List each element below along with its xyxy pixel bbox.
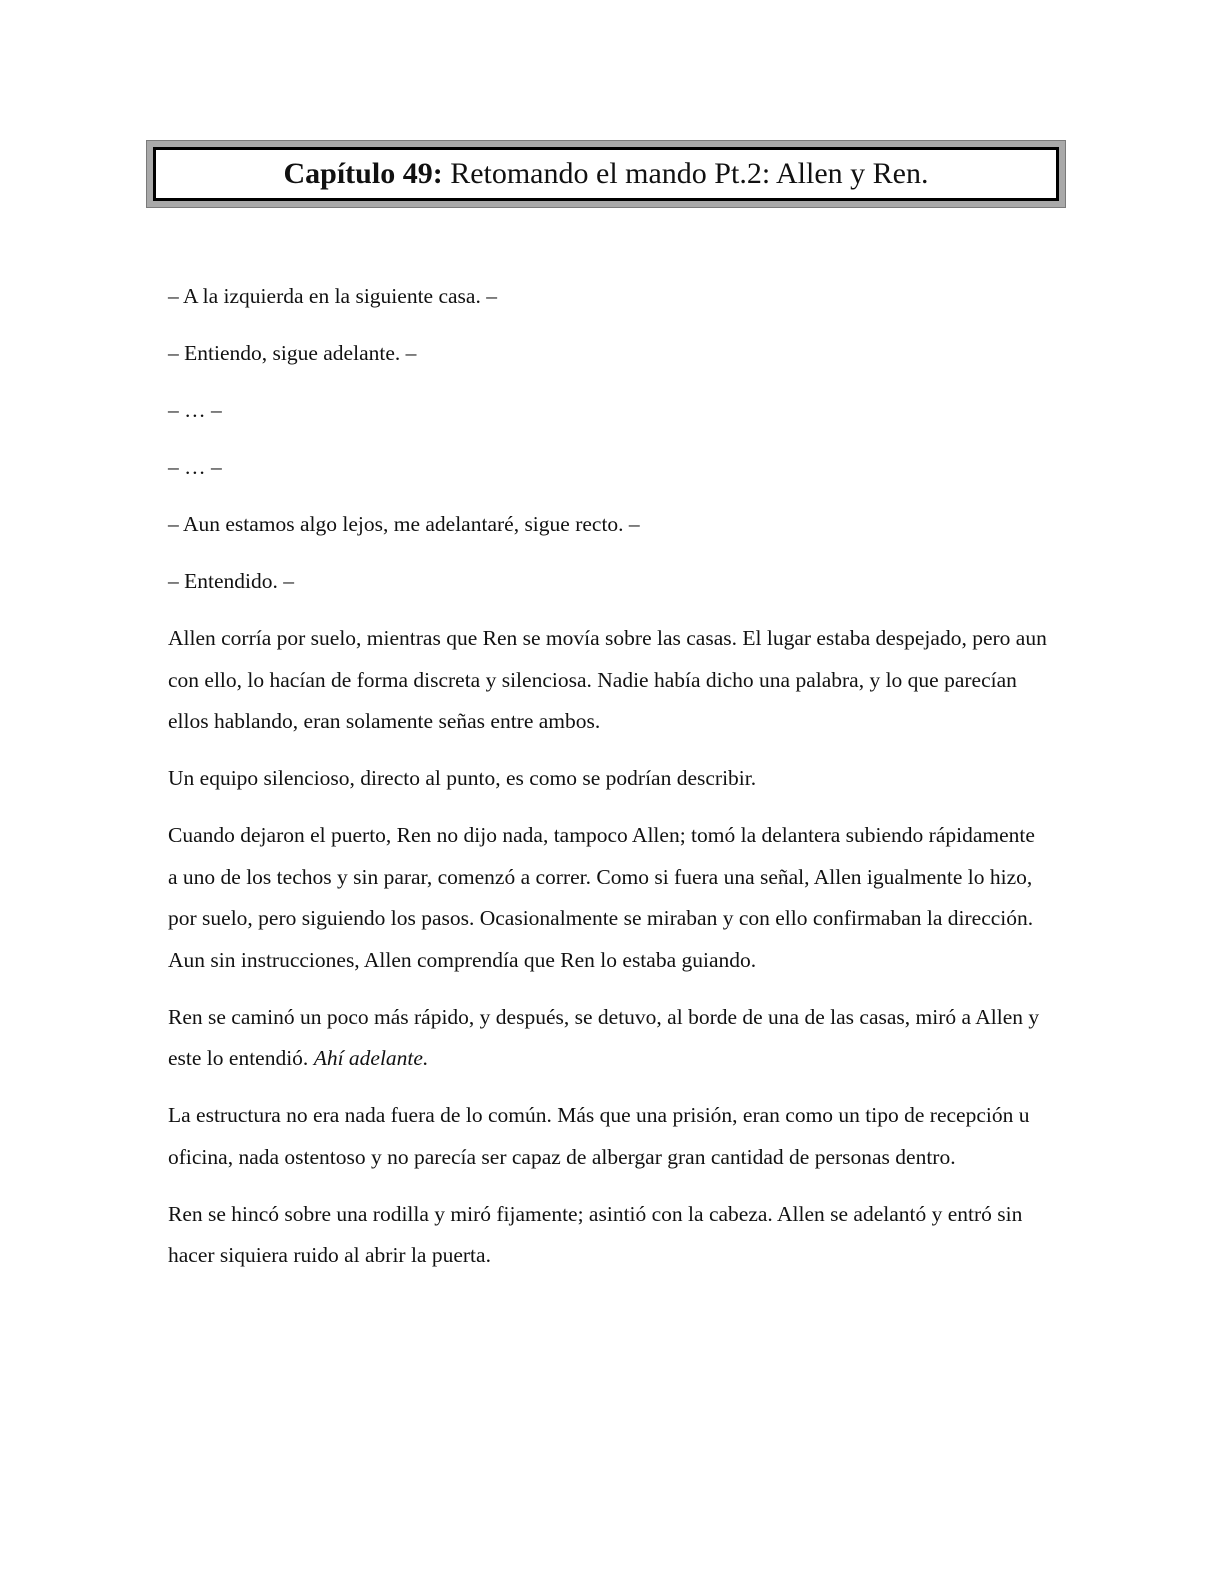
narrative-paragraph: La estructura no era nada fuera de lo común. Más que una prisión, eran como un tipo de recepción u oficina, nada ostentoso y no parecía ser capaz de albergar gran cantidad de personas dentro. <box>168 1103 1030 1169</box>
paragraph-text: Ren se caminó un poco más rápido, y después, se detuvo, al borde de una de las casas, miró a Allen y este lo entendió. <box>168 1004 1040 1070</box>
dialogue-line: – A la izquierda en la siguiente casa. – <box>168 284 497 308</box>
chapter-number: Capítulo 49: <box>283 157 443 190</box>
dialogue-line: – … – <box>168 398 222 422</box>
narrative-paragraph: Ren se hincó sobre una rodilla y miró fijamente; asintió con la cabeza. Allen se adelantó y entró sin hacer siquiera ruido al abrir la puerta. <box>168 1201 1023 1267</box>
italic-thought: Ahí adelante. <box>313 1046 429 1070</box>
dialogue-line: – Entendido. – <box>168 569 294 593</box>
narrative-paragraph: Allen corría por suelo, mientras que Ren se movía sobre las casas. El lugar estaba despejado, pero aun con ello, lo hacían de forma discreta y silenciosa. Nadie había dicho una palabra, y lo que parecían ellos hablando, eran solamente señas entre ambos. <box>168 626 1047 733</box>
narrative-paragraph: Un equipo silencioso, directo al punto, es como se podrían describir. <box>168 766 757 790</box>
dialogue-line: – Aun estamos algo lejos, me adelantaré, sigue recto. – <box>168 512 640 536</box>
dialogue-line: – … – <box>168 455 222 479</box>
chapter-subtitle: Retomando el mando Pt.2: Allen y Ren. <box>450 157 929 190</box>
chapter-body <box>168 276 1048 1292</box>
chapter-title-box <box>146 140 1066 208</box>
dialogue-line: – Entiendo, sigue adelante. – <box>168 341 417 365</box>
narrative-paragraph: Cuando dejaron el puerto, Ren no dijo nada, tampoco Allen; tomó la delantera subiendo rápidamente a uno de los techos y sin parar, comenzó a correr. Como si fuera una señal, Allen igualmente lo hizo, por suelo, pero siguiendo los pasos. Ocasionalmente se miraban y con ello confirmaban la dirección. Aun sin instrucciones, Allen comprendía que Ren lo estaba guiando. <box>168 823 1035 972</box>
chapter-title <box>153 147 1059 201</box>
narrative-paragraph <box>168 997 1048 1080</box>
